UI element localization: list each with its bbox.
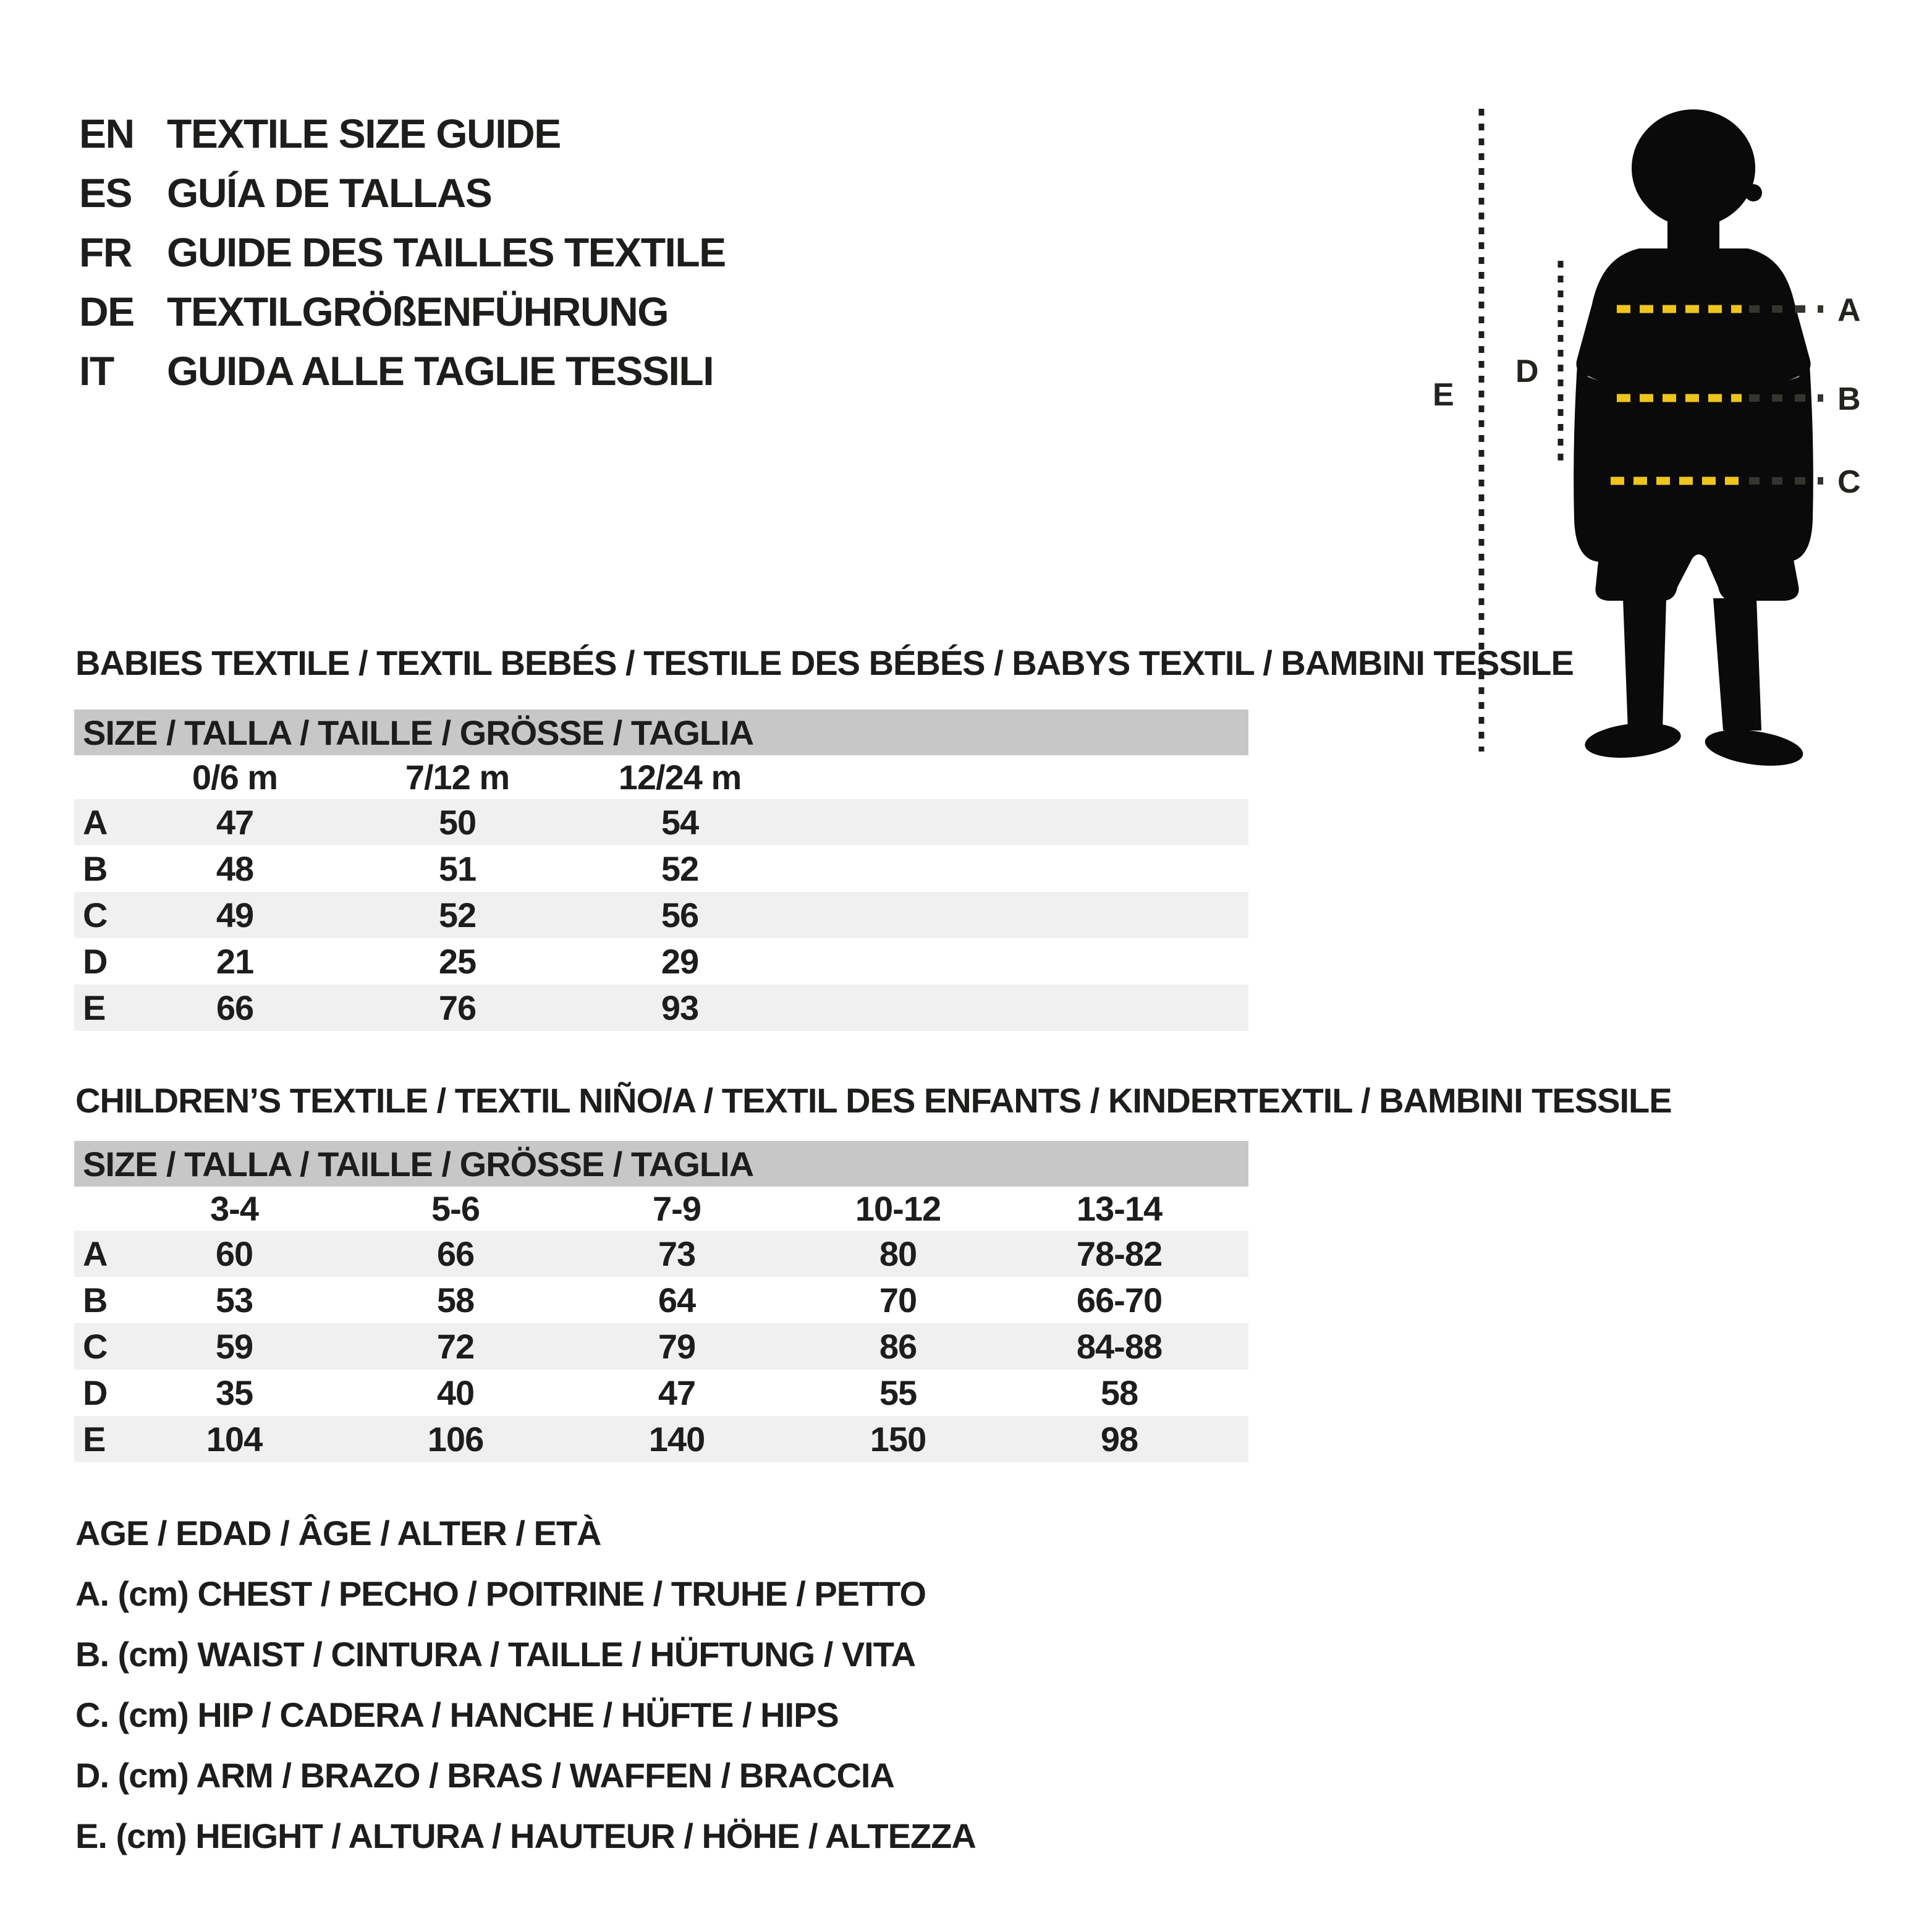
cell: 60 bbox=[215, 1234, 253, 1273]
cell: 64 bbox=[658, 1281, 696, 1320]
figure-label-height: E bbox=[1433, 377, 1454, 413]
table-row bbox=[74, 892, 1248, 938]
babies-column-header-row bbox=[74, 755, 1248, 799]
row-label: C bbox=[83, 1327, 108, 1366]
row-label: C bbox=[83, 896, 108, 934]
lang-code-de: DE bbox=[79, 289, 134, 334]
cell: 52 bbox=[438, 896, 477, 934]
children-section-heading: CHILDREN’S TEXTILE / TEXTIL NIÑO/A / TEXTIL DES ENFANTS / KINDERTEXTIL / BAMBINI TESSILE bbox=[75, 1081, 1672, 1120]
babies-section-heading: BABIES TEXTILE / TEXTIL BEBÉS / TESTILE DES BÉBÉS / BABYS TEXTIL / BAMBINI TESSILE bbox=[75, 643, 1574, 682]
babies-col-12-24m: 12/24 m bbox=[618, 758, 742, 797]
cell: 47 bbox=[658, 1373, 696, 1412]
legend-height: E. (cm) HEIGHT / ALTURA / HAUTEUR / HÖHE / ALTEZZA bbox=[75, 1816, 976, 1855]
legend-hip: C. (cm) HIP / CADERA / HANCHE / HÜFTE / HIPS bbox=[75, 1695, 839, 1734]
lang-code-it: IT bbox=[79, 348, 114, 394]
row-label: E bbox=[83, 1420, 106, 1459]
figure-label-hip: C bbox=[1837, 464, 1861, 500]
lang-title-en: TEXTILE SIZE GUIDE bbox=[167, 111, 561, 156]
figure-label-chest: A bbox=[1837, 292, 1861, 328]
cell: 50 bbox=[438, 803, 477, 842]
lang-row-fr bbox=[79, 222, 726, 282]
table-row bbox=[74, 1416, 1248, 1462]
cell: 58 bbox=[1100, 1373, 1138, 1412]
legend-waist: B. (cm) WAIST / CINTURA / TAILLE / HÜFTUNG / VITA bbox=[75, 1635, 916, 1674]
cell: 55 bbox=[879, 1373, 917, 1412]
children-col-7-9: 7-9 bbox=[653, 1189, 701, 1228]
babies-col-0-6m: 0/6 m bbox=[192, 758, 278, 797]
cell: 25 bbox=[438, 942, 477, 981]
cell: 58 bbox=[436, 1281, 475, 1320]
cell: 21 bbox=[216, 942, 254, 981]
cell: 52 bbox=[661, 849, 699, 888]
cell: 78-82 bbox=[1076, 1234, 1163, 1273]
babies-col-7-12m: 7/12 m bbox=[405, 758, 510, 797]
row-label: D bbox=[83, 942, 108, 981]
language-title-block bbox=[79, 104, 726, 400]
lang-row-es bbox=[79, 163, 726, 222]
table-row bbox=[74, 985, 1248, 1031]
cell: 40 bbox=[436, 1373, 475, 1412]
legend-age: AGE / EDAD / ÂGE / ALTER / ETÀ bbox=[75, 1514, 601, 1553]
table-row bbox=[74, 1323, 1248, 1370]
children-col-5-6: 5-6 bbox=[431, 1189, 480, 1228]
table-row bbox=[74, 1277, 1248, 1323]
children-col-3-4: 3-4 bbox=[210, 1189, 258, 1228]
lang-code-es: ES bbox=[79, 170, 132, 216]
children-column-header-row bbox=[74, 1187, 1248, 1231]
children-col-13-14: 13-14 bbox=[1076, 1189, 1163, 1228]
lang-title-fr: GUIDE DES TAILLES TEXTILE bbox=[167, 229, 726, 275]
cell: 70 bbox=[879, 1281, 917, 1320]
cell: 29 bbox=[661, 942, 699, 981]
cell: 79 bbox=[658, 1327, 696, 1366]
children-size-table bbox=[74, 1141, 1248, 1462]
legend-arm: D. (cm) ARM / BRAZO / BRAS / WAFFEN / BRACCIA bbox=[75, 1756, 894, 1795]
babies-table-header-bar: SIZE / TALLA / TAILLE / GRÖSSE / TAGLIA bbox=[74, 710, 1248, 755]
cell: 53 bbox=[215, 1281, 253, 1320]
row-label: D bbox=[83, 1373, 108, 1412]
cell: 56 bbox=[661, 896, 699, 934]
lang-code-fr: FR bbox=[79, 229, 132, 275]
children-col-10-12: 10-12 bbox=[855, 1189, 941, 1228]
cell: 54 bbox=[661, 803, 699, 842]
cell: 140 bbox=[648, 1420, 705, 1459]
cell: 106 bbox=[427, 1420, 484, 1459]
table-row bbox=[74, 799, 1248, 845]
cell: 66 bbox=[436, 1234, 475, 1273]
cell: 48 bbox=[216, 849, 254, 888]
cell: 98 bbox=[1100, 1420, 1138, 1459]
cell: 72 bbox=[436, 1327, 475, 1366]
cell: 104 bbox=[206, 1420, 263, 1459]
cell: 59 bbox=[215, 1327, 253, 1366]
row-label: B bbox=[83, 849, 108, 888]
measurement-legend bbox=[75, 1503, 976, 1866]
figure-label-waist: B bbox=[1837, 381, 1861, 417]
cell: 35 bbox=[215, 1373, 253, 1412]
cell: 76 bbox=[438, 988, 477, 1027]
row-label: A bbox=[83, 1234, 108, 1273]
babies-size-table bbox=[74, 710, 1248, 1031]
legend-chest: A. (cm) CHEST / PECHO / POITRINE / TRUHE / PETTO bbox=[75, 1574, 926, 1613]
cell: 66-70 bbox=[1076, 1281, 1163, 1320]
cell: 66 bbox=[216, 988, 254, 1027]
cell: 150 bbox=[870, 1420, 926, 1459]
lang-title-es: GUÍA DE TALLAS bbox=[167, 170, 492, 216]
lang-code-en: EN bbox=[79, 111, 134, 156]
cell: 86 bbox=[879, 1327, 917, 1366]
child-silhouette bbox=[1574, 109, 1813, 771]
row-label: A bbox=[83, 803, 108, 842]
cell: 93 bbox=[661, 988, 699, 1027]
cell: 49 bbox=[216, 896, 254, 934]
children-table-header-bar: SIZE / TALLA / TAILLE / GRÖSSE / TAGLIA bbox=[74, 1141, 1248, 1187]
row-label: B bbox=[83, 1281, 108, 1320]
lang-title-it: GUIDA ALLE TAGLIE TESSILI bbox=[167, 348, 714, 394]
table-row bbox=[74, 1231, 1248, 1277]
table-row bbox=[74, 938, 1248, 985]
cell: 51 bbox=[438, 849, 477, 888]
figure-label-arm: D bbox=[1515, 354, 1539, 389]
cell: 80 bbox=[879, 1234, 917, 1273]
lang-row-de bbox=[79, 282, 726, 341]
cell: 47 bbox=[216, 803, 254, 842]
lang-row-it bbox=[79, 341, 726, 400]
row-label: E bbox=[83, 988, 106, 1027]
cell: 73 bbox=[658, 1234, 696, 1273]
table-row bbox=[74, 845, 1248, 892]
lang-title-de: TEXTILGRÖßENFÜHRUNG bbox=[167, 289, 669, 334]
lang-row-en bbox=[79, 104, 726, 163]
cell: 84-88 bbox=[1076, 1327, 1163, 1366]
table-row bbox=[74, 1370, 1248, 1416]
